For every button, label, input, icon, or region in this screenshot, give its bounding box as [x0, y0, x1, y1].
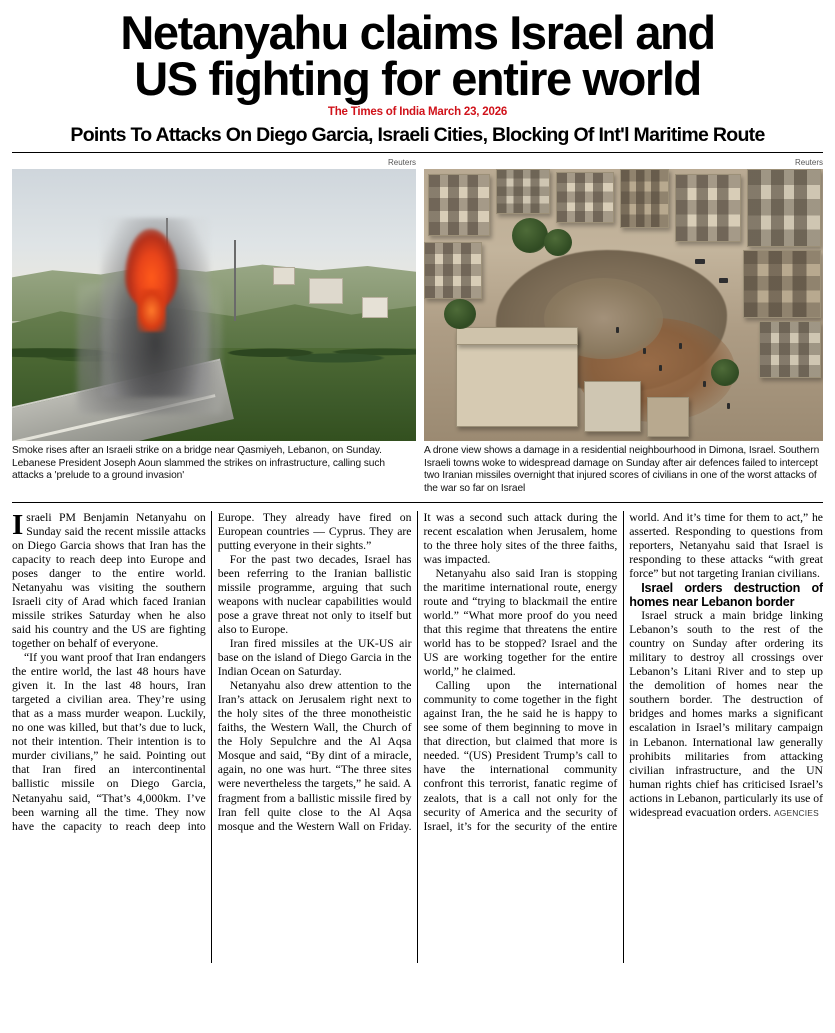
hillside-building-2 [362, 297, 388, 318]
damaged-house-roof [456, 327, 578, 345]
tree-2 [544, 229, 572, 256]
vehicle-1 [695, 259, 705, 264]
apartment-block-top-3 [556, 172, 614, 223]
apartment-block-top-right [747, 169, 821, 247]
person-6 [616, 327, 619, 333]
hillside-building-3 [273, 267, 295, 285]
photo-caption-left: Smoke rises after an Israeli strike on a bridge near Qasmiyeh, Lebanon, on Sunday. Lebanese President Joseph Aoun slammed the strikes on infrastructure, calling such attacks a 'prelude to a ground invasion' [12, 444, 385, 482]
apartment-block-top-4 [620, 169, 670, 228]
photo-credit-left: Reuters [387, 158, 416, 168]
page-title [14, 6, 821, 106]
person-4 [703, 381, 706, 387]
caption-divider [12, 502, 823, 503]
sub-headline: Points To Attacks On Diego Garcia, Israeli Cities, Blocking Of Int'l Maritime Route [70, 124, 765, 147]
article-paragraph-3: For the past two decades, Israel has been referring to the Iranian ballistic missile programme, arguing that such weapons with nuclear capabilities would pose a grave threat not only to itself but also to Europe. [217, 552, 412, 637]
photo-credit-right: Reuters [794, 158, 823, 168]
pylon-tower-2 [234, 240, 236, 322]
tree-1 [512, 218, 548, 253]
publication-source-line: The Times of India March 23, 2026 [327, 106, 508, 119]
article-paragraph-8 [629, 609, 823, 819]
building-right-mid [743, 250, 821, 317]
headline-line-1: Netanyahu claims Israel and [120, 6, 715, 59]
drop-cap: I [12, 510, 24, 541]
damaged-house-foreground [456, 332, 578, 426]
byline-agencies: AGENCIES [774, 807, 819, 818]
damaged-house-3 [647, 397, 689, 437]
article-body [12, 511, 823, 963]
apartment-block-top-left [428, 174, 490, 236]
article-paragraph-2: “If you want proof that Iran endangers the entire world, the last 48 hours have given it. In the last 48 hours, Iran targeted a civilian area. They’re using that as a mass murder weapon. Luckily, no one was killed, but that’s due to luck, not their intention. Their intention is to murder civilians,” he said. Pointing out that Iran fired an intercontinental ballistic missile on Diego Garcia, Netanyahu said, “That’s 4,000km. I’ve been warning all the time. They now have the capacity to reach deep into Europe. They already have fired on European countries — Cyprus. They are putting everyone in their sights.” [12, 510, 412, 833]
paragraph-text: Israel struck a main bridge linking Lebanon’s south to the rest of the country on Sunday after ordering its military to destroy all crossings over Lebanon’s Litani River and to step up the demolition of homes near the southern border. The destruction of bridges and homes marks a significant escalation in Israel’s military campaign in Lebanon. International law generally prohibits militaries from attacking civilian infrastructure, and the UN human rights chief has criticised Israel’s actions in Lebanon, particularly its use of widespread evacuation orders. [629, 609, 823, 819]
photo-caption-right: A drone view shows a damage in a residential neighbourhood in Dimona, Israel. Southern Israeli towns woke to widespread damage on Sunday after air defences failed to intercept two Iranian missiles overnight that injured scores of civilians in one of the worst attacks of the war so far on Israel [424, 444, 820, 495]
person-2 [659, 365, 662, 371]
strike-smoke-photo [12, 169, 416, 441]
building-right-lower [759, 321, 821, 377]
article-subsection-heading: Israel orders destruction of homes near Lebanon border [629, 581, 823, 610]
newspaper-page [0, 6, 835, 1033]
drone-damage-photo [424, 169, 823, 441]
article-paragraph-7: Calling upon the international community to come together in the fight against Iran, the he said he is happy to see some of them beginning to move in that direction, but claimed that more is needed. “(US) President Trump’s call to have the international community confront this terrorist, fanatic regime of zealots, that is a call not only for the security of America and the security of Israel, it’s for the security of the entire world. And it’s time for them to act,” he asserted. Responding to questions from reporters, Netanyahu said that Israel is responding to these attacks “with great force” but not targeting Iranian civilians. [423, 510, 823, 833]
photo-block-right [424, 159, 823, 496]
article-paragraph-1 [12, 511, 206, 651]
fire-blast-secondary [137, 289, 165, 333]
damaged-house-2 [584, 381, 642, 432]
person-5 [727, 403, 730, 409]
person-3 [679, 343, 682, 349]
hillside-building-1 [309, 278, 343, 304]
article-paragraph-5: Netanyahu also drew attention to the Iran’s attack on Jerusalem right next to the holy sites of the three monotheistic faiths, the Western Wall, the Church of the Holy Sepulchre and the Al Aqsa Mosque and said, “By dint of a miracle, again, no one was hurt. “The three sites were nevertheless the targets,” he said. A fragment from a ballistic missile fired by Iran fell quite close to the Al Aqsa mosque and the Western Wall on Friday. It was a second such attack during the recent escalation when Jerusalem, home to the three holy sites of the three faiths, was impacted. [217, 510, 618, 833]
article-paragraph-4: Iran fired missiles at the UK-US air base on the island of Diego Garcia in the Indian Ocean on Saturday. [217, 637, 412, 679]
apartment-block-top-2 [496, 169, 550, 215]
header-divider [12, 152, 823, 153]
headline-line-2: US fighting for entire world [134, 52, 701, 106]
vehicle-2 [719, 278, 728, 283]
paragraph-text: sraeli PM Benjamin Netanyahu on Sunday said the recent missile attacks on Diego Garcia shows that Iran has the capacity to reach deep into Europe and poses danger to the entire world. Netanyahu was visiting the southern Israeli city of Arad which faced Iranian missile strikes Saturday when he also said his country and the US are fighting together on behalf of everyone. [12, 510, 206, 651]
apartment-block-top-5 [675, 174, 741, 241]
photo-row [12, 159, 823, 496]
tree-3 [444, 299, 476, 329]
photo-block-left [12, 159, 416, 496]
building-left-mid [424, 242, 482, 298]
article-paragraph-6: Netanyahu also said Iran is stopping the maritime international route, energy route and “trying to blackmail the entire world.” “What more proof do you need that this regime that threatens the entire world has to be stopped? Israel and the US are working together for the entire world,” he claimed. [423, 567, 618, 679]
